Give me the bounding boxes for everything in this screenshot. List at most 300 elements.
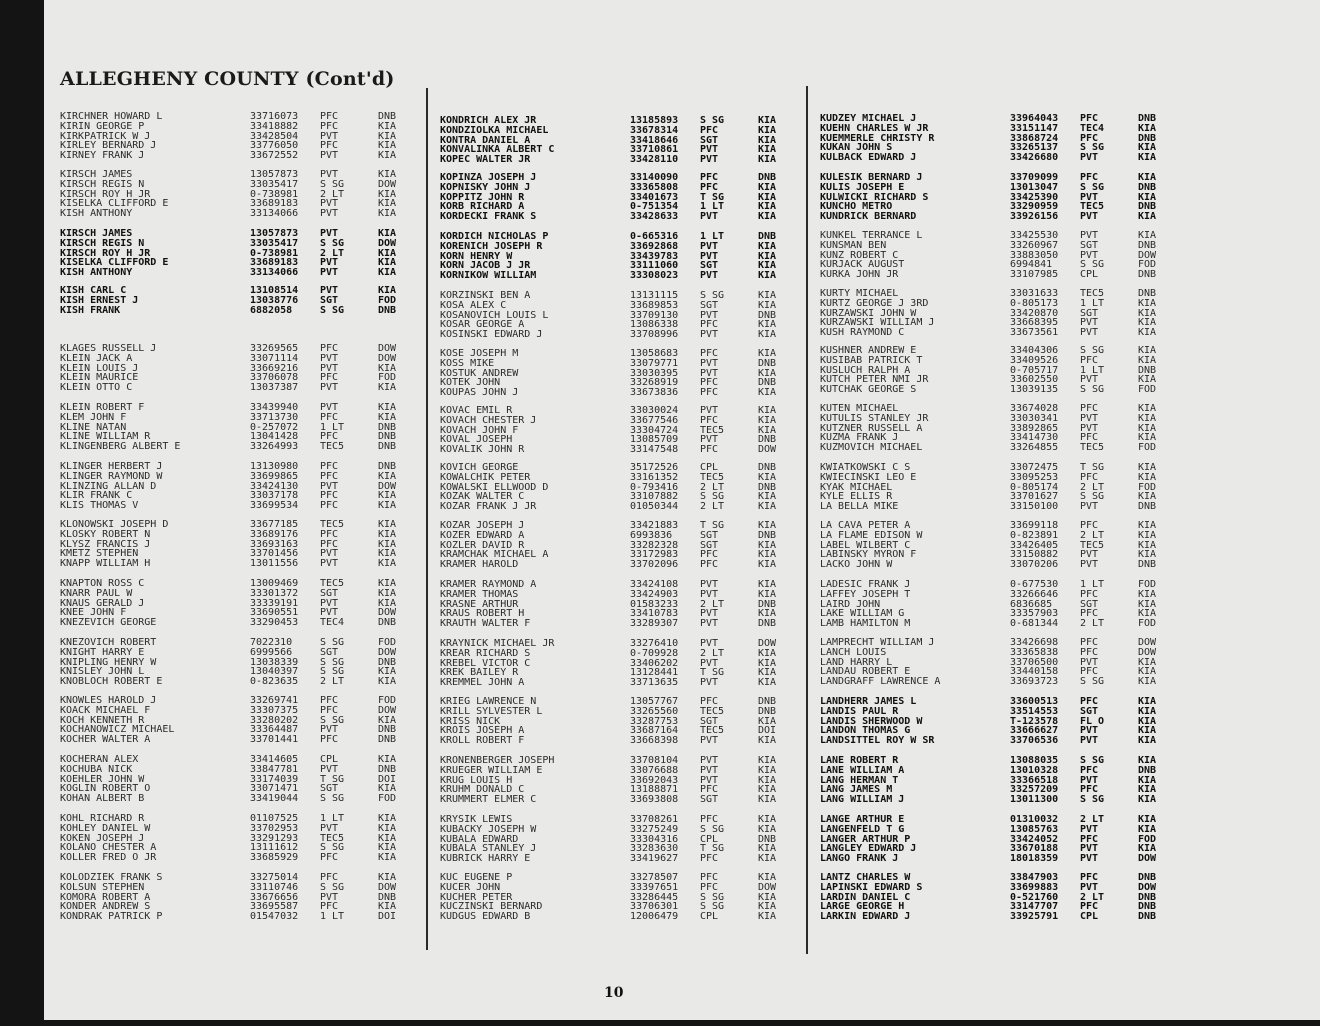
casualty-status: DNB (758, 231, 777, 242)
soldier-name: KOSANOVICH LOUIS L (440, 309, 549, 321)
serial-number: 33307375 (250, 704, 299, 716)
rank: PVT (320, 150, 339, 162)
rank: PVT (700, 250, 719, 262)
soldier-name: KIRNEY FRANK J (60, 150, 145, 162)
rank: 2 LT (320, 676, 345, 688)
rank: T SG (320, 773, 345, 785)
rank: 1 LT (1080, 579, 1105, 590)
serial-number: 33925791 (1010, 911, 1059, 923)
casualty-status: KIA (378, 528, 397, 540)
soldier-name: KIRKPATRICK W J (60, 130, 151, 142)
rank: PFC (320, 470, 339, 482)
serial-number: 33425530 (1010, 230, 1059, 241)
serial-number: 13131115 (630, 290, 679, 301)
casualty-status: KIA (758, 715, 777, 727)
casualty-status: KIA (378, 558, 397, 570)
casualty-status: DNB (378, 421, 397, 433)
rank: S SG (1080, 676, 1105, 688)
serial-number: 13130980 (250, 461, 299, 472)
rank: PVT (320, 198, 339, 210)
rank: PVT (700, 154, 719, 166)
rank: PFC (700, 377, 719, 389)
rank: PVT (1080, 656, 1099, 668)
casualty-status: KIA (378, 822, 397, 834)
serial-number: 33269565 (250, 343, 299, 354)
serial-number: 33282328 (630, 539, 679, 551)
serial-number: 33071114 (250, 352, 299, 364)
casualty-status: KIA (758, 539, 777, 551)
soldier-name: KRIEG LAWRENCE N (440, 696, 537, 707)
soldier-name: KOUPAS JOHN J (440, 387, 519, 399)
serial-number: 33304724 (630, 424, 679, 436)
casualty-status: KIA (1138, 539, 1157, 551)
soldier-name: KLINGENBERG ALBERT E (60, 441, 181, 453)
casualty-status: KIA (758, 843, 777, 855)
soldier-name: KIRCHNER HOWARD L (60, 111, 163, 122)
serial-number: 33308023 (630, 270, 679, 282)
soldier-name: KOZAK WALTER C (440, 491, 525, 503)
serial-number: 33421883 (630, 520, 679, 531)
rank: PVT (1080, 559, 1099, 571)
serial-number: 33070206 (1010, 559, 1059, 571)
soldier-name: KOSAR GEORGE A (440, 319, 525, 331)
rank: PFC (320, 411, 339, 423)
serial-number: 13009469 (250, 578, 299, 589)
serial-number: 33364487 (250, 724, 299, 736)
rank: PVT (320, 607, 339, 619)
casualty-status: KIA (378, 188, 397, 200)
serial-number: 33111060 (630, 260, 679, 272)
rank: 2 LT (320, 188, 345, 200)
serial-number: 33286445 (630, 891, 679, 903)
soldier-name: KUCZINSKI BERNARD (440, 901, 543, 913)
soldier-name: KOVALIK JOHN R (440, 444, 525, 456)
serial-number: 33150882 (1010, 549, 1059, 561)
rank: PVT (700, 735, 719, 747)
serial-number: 33071471 (250, 783, 299, 795)
casualty-status: KIA (758, 647, 777, 659)
rank: T SG (1080, 462, 1105, 473)
casualty-status: DOW (758, 444, 777, 456)
serial-number: 33095253 (1010, 471, 1059, 483)
serial-number: 33107882 (630, 491, 679, 503)
rank: PVT (700, 657, 719, 669)
soldier-name: KOACK MICHAEL F (60, 704, 151, 716)
casualty-status: DOW (378, 704, 397, 716)
serial-number: 13057873 (250, 228, 299, 239)
serial-number: 33287753 (630, 715, 679, 727)
casualty-status: KIA (758, 853, 777, 865)
casualty-status: KIA (1138, 676, 1157, 688)
serial-number: 33699865 (250, 470, 299, 482)
rank: 2 LT (1080, 529, 1105, 541)
rank: SGT (1080, 239, 1099, 251)
casualty-status: DNB (378, 431, 397, 443)
rank: 2 LT (1080, 814, 1105, 825)
serial-number: 33076688 (630, 764, 679, 776)
casualty-status: KIA (758, 501, 777, 513)
serial-number: 33706500 (1010, 656, 1059, 668)
serial-number: 33690551 (250, 607, 299, 619)
casualty-status: KIA (758, 559, 777, 571)
rank: 2 LT (700, 481, 725, 493)
soldier-name: KIRLEY BERNARD J (60, 140, 157, 152)
casualty-status: KIA (1138, 843, 1157, 855)
rank: TEC4 (320, 617, 345, 629)
rank: PFC (700, 696, 719, 707)
rank: 2 LT (700, 501, 725, 513)
soldier-name: KOSA ALEX C (440, 299, 507, 311)
column-divider (806, 86, 808, 954)
soldier-name: KUTZNER RUSSELL A (820, 422, 923, 434)
soldier-name: KUZMOVICH MICHAEL (820, 442, 923, 454)
rank: PFC (1080, 901, 1099, 913)
casualty-status: KIA (758, 667, 777, 679)
casualty-status: DNB (758, 598, 777, 610)
casualty-status: KIA (1138, 598, 1157, 610)
serial-number: 33147707 (1010, 901, 1059, 913)
casualty-status: KIA (1138, 354, 1157, 366)
rank: PVT (700, 755, 719, 766)
casualty-status: DOW (1138, 646, 1157, 658)
serial-number: 13041428 (250, 431, 299, 443)
rank: SGT (1080, 307, 1099, 319)
rank: S SG (1080, 142, 1105, 154)
rank: PFC (320, 343, 339, 354)
soldier-name: KORDECKI FRANK S (440, 211, 537, 223)
serial-number: 33883050 (1010, 249, 1059, 261)
soldier-name: KOLODZIEK FRANK S (60, 872, 163, 883)
rank: PVT (1080, 881, 1099, 893)
soldier-name: KRONENBERGER JOSEPH (440, 755, 555, 766)
soldier-name: KRUEGER WILLIAM E (440, 764, 543, 776)
soldier-name: LANDIS PAUL R (820, 705, 899, 717)
casualty-status: KIA (378, 872, 397, 883)
rank: PFC (320, 461, 339, 472)
serial-number: 33926156 (1010, 211, 1059, 223)
serial-number: 6999566 (250, 646, 293, 658)
casualty-status: KIA (1138, 152, 1157, 164)
serial-number: 33030024 (630, 405, 679, 416)
casualty-status: DOW (378, 646, 397, 658)
casualty-status: FOD (1138, 579, 1157, 590)
serial-number: 0-823635 (250, 676, 299, 688)
soldier-name: LABEL WILBERT C (820, 539, 911, 551)
serial-number: 33280202 (250, 714, 299, 726)
soldier-name: KOWALCHIK PETER (440, 471, 531, 483)
serial-number: 33689176 (250, 528, 299, 540)
rank: PVT (1080, 374, 1099, 386)
serial-number: 33713635 (630, 677, 679, 689)
serial-number: 33174039 (250, 773, 299, 785)
soldier-name: KREBEL VICTOR C (440, 657, 531, 669)
rank: PVT (1080, 327, 1099, 339)
rank: PVT (700, 211, 719, 223)
serial-number: 0-738981 (250, 188, 299, 200)
serial-number: 13011300 (1010, 794, 1059, 806)
casualty-status: KIA (378, 411, 397, 423)
casualty-status: DNB (378, 763, 397, 775)
soldier-name: KNEZOVICH ROBERT (60, 637, 157, 648)
rank: PVT (700, 618, 719, 630)
soldier-name: LANGENFELD T G (820, 823, 905, 835)
serial-number: 33357903 (1010, 608, 1059, 620)
soldier-name: LAIRD JOHN (820, 598, 881, 610)
casualty-status: KIA (378, 813, 397, 824)
casualty-status: KIA (378, 490, 397, 502)
serial-number: 12006479 (630, 911, 679, 923)
casualty-status: KIA (758, 588, 777, 600)
rank: TEC5 (320, 441, 345, 453)
soldier-name: KRAMER THOMAS (440, 588, 519, 600)
soldier-name: KUNZ ROBERT C (820, 249, 899, 261)
casualty-status: KIA (758, 911, 777, 923)
casualty-status: DNB (378, 656, 397, 668)
casualty-status: KIA (1138, 317, 1157, 329)
soldier-name: KRAUTH WALTER F (440, 618, 531, 630)
rank: SGT (700, 794, 719, 806)
rank: SGT (700, 134, 719, 146)
rank: PFC (700, 319, 719, 331)
casualty-status: DNB (378, 441, 397, 453)
serial-number: 13086338 (630, 319, 679, 331)
soldier-name: LANDON THOMAS G (820, 725, 911, 737)
soldier-name: KUNDRICK BERNARD (820, 211, 917, 223)
soldier-name: KLINZING ALLAN D (60, 480, 157, 492)
rank: SGT (1080, 705, 1099, 717)
casualty-status: DOW (378, 237, 397, 249)
soldier-name: KLIR FRANK C (60, 490, 133, 502)
casualty-status: FOD (1138, 833, 1157, 845)
rank: PVT (700, 774, 719, 786)
casualty-status: KIA (758, 735, 777, 747)
soldier-name: KROIS JOSEPH A (440, 725, 525, 737)
soldier-name: KOGLIN ROBERT O (60, 783, 151, 795)
rank: PVT (1080, 774, 1099, 786)
serial-number: 33037178 (250, 490, 299, 502)
soldier-name: KORN HENRY W (440, 250, 513, 262)
serial-number: 33265137 (1010, 142, 1059, 154)
casualty-status: KIA (758, 124, 777, 136)
soldier-name: KNIGHT HARRY E (60, 646, 145, 658)
rank: PFC (700, 872, 719, 883)
rank: PFC (1080, 520, 1099, 531)
serial-number: 0-751354 (630, 201, 679, 213)
serial-number: 33365808 (630, 181, 679, 193)
rank: TEC5 (700, 705, 725, 717)
rank: PFC (320, 695, 339, 706)
casualty-status: DOW (1138, 637, 1157, 648)
casualty-status: KIA (1138, 191, 1157, 203)
rank: T SG (700, 520, 725, 531)
soldier-name: KOZAR FRANK J JR (440, 501, 537, 513)
casualty-status: KIA (1138, 520, 1157, 531)
serial-number: 33708104 (630, 755, 679, 766)
serial-number: 33366518 (1010, 774, 1059, 786)
rank: S SG (320, 656, 345, 668)
soldier-name: KMETZ STEPHEN (60, 548, 139, 560)
soldier-name: KRILL SYLVESTER L (440, 705, 543, 717)
soldier-name: KOCHUBA NICK (60, 763, 133, 775)
casualty-status: KIA (378, 402, 397, 413)
serial-number: 33257209 (1010, 784, 1059, 796)
soldier-name: LANGE ARTHUR E (820, 814, 905, 825)
soldier-name: KOHLEY DANIEL W (60, 822, 151, 834)
casualty-status: KIA (758, 491, 777, 503)
soldier-name: LARDIN DANIEL C (820, 891, 911, 903)
serial-number: 01107525 (250, 813, 299, 824)
soldier-name: LANG JAMES M (820, 784, 893, 796)
soldier-name: KRUG LOUIS H (440, 774, 513, 786)
casualty-status: KIA (1138, 588, 1157, 600)
serial-number: 33673561 (1010, 327, 1059, 339)
casualty-status: DNB (1138, 559, 1157, 571)
serial-number: 33701441 (250, 734, 299, 746)
casualty-status: KIA (378, 285, 397, 296)
rank: PFC (320, 372, 339, 384)
soldier-name: KUCER JOHN (440, 881, 501, 893)
rank: 2 LT (1080, 891, 1105, 903)
casualty-status: DNB (378, 111, 397, 122)
soldier-name: KOMORA ROBERT A (60, 891, 151, 903)
serial-number: 33107985 (1010, 269, 1059, 281)
soldier-name: KNOBLOCH ROBERT E (60, 676, 163, 688)
rank: TEC5 (320, 578, 345, 589)
casualty-status: KIA (758, 299, 777, 311)
casualty-status: KIA (758, 115, 777, 126)
serial-number: 33776050 (250, 140, 299, 152)
casualty-status: KIA (378, 538, 397, 550)
rank: S SG (320, 881, 345, 893)
soldier-name: KLEM JOHN F (60, 411, 127, 423)
soldier-name: KNAPTON ROSS C (60, 578, 145, 589)
rank: S SG (1080, 755, 1105, 766)
serial-number: 0-805173 (1010, 297, 1059, 309)
soldier-name: KOVACH JOHN F (440, 424, 519, 436)
serial-number: 33708261 (630, 814, 679, 825)
soldier-name: KISH CARL C (60, 285, 127, 296)
rank: TEC5 (1080, 201, 1105, 213)
serial-number: 13085763 (1010, 823, 1059, 835)
serial-number: 33150100 (1010, 501, 1059, 513)
rank: PVT (320, 763, 339, 775)
serial-number: 33701456 (250, 548, 299, 560)
casualty-status: KIA (758, 319, 777, 331)
rank: PFC (700, 814, 719, 825)
soldier-name: LAPINSKI EDWARD S (820, 881, 923, 893)
rank: PFC (1080, 608, 1099, 620)
soldier-name: KIRIN GEORGE P (60, 120, 145, 132)
soldier-name: KLEIN ROBERT F (60, 402, 145, 413)
soldier-name: KOCH KENNETH R (60, 714, 145, 726)
soldier-name: KLOSKY ROBERT N (60, 528, 151, 540)
serial-number: 33425390 (1010, 191, 1059, 203)
soldier-name: KISH ANTHONY (60, 208, 133, 220)
serial-number: 0-521760 (1010, 891, 1059, 903)
serial-number: 33140090 (630, 172, 679, 183)
serial-number: 33110746 (250, 881, 299, 893)
rank: S SG (320, 178, 345, 190)
casualty-status: DNB (1138, 364, 1157, 376)
serial-number: 13057767 (630, 696, 679, 707)
rank: PFC (700, 172, 719, 183)
soldier-name: KUDGUS EDWARD B (440, 911, 531, 923)
casualty-status: DOW (1138, 853, 1157, 865)
serial-number: 13128441 (630, 667, 679, 679)
casualty-status: KIA (758, 181, 777, 193)
serial-number: 33151147 (1010, 122, 1059, 134)
soldier-name: KWIATKOWSKI C S (820, 462, 911, 473)
serial-number: 13040397 (250, 666, 299, 678)
rank: PVT (320, 352, 339, 364)
rank: PVT (700, 367, 719, 379)
casualty-status: KIA (758, 755, 777, 766)
rank: S SG (1080, 384, 1105, 396)
serial-number: 01050344 (630, 501, 679, 513)
casualty-status: KIA (1138, 794, 1157, 806)
casualty-status: KIA (758, 608, 777, 620)
serial-number: 33420870 (1010, 307, 1059, 319)
casualty-status: KIA (378, 228, 397, 239)
rank: S SG (700, 901, 725, 913)
soldier-name: KOVICH GEORGE (440, 462, 519, 473)
casualty-status: DOW (1138, 881, 1157, 893)
casualty-status: KIA (378, 208, 397, 220)
rank: TEC5 (700, 424, 725, 436)
serial-number: 13085709 (630, 434, 679, 446)
rank: 1 LT (1080, 364, 1105, 376)
soldier-name: KOPEC WALTER JR (440, 154, 531, 166)
soldier-name: KRUMMERT ELMER C (440, 794, 537, 806)
soldier-name: LABINSKY MYRON F (820, 549, 917, 561)
column-divider (426, 88, 428, 950)
serial-number: 33365838 (1010, 646, 1059, 658)
soldier-name: KOZAR JOSEPH J (440, 520, 525, 531)
casualty-status: KIA (1138, 374, 1157, 386)
serial-number: 33031633 (1010, 288, 1059, 299)
soldier-name: KULIS JOSEPH E (820, 181, 905, 193)
rank: T SG (700, 191, 725, 203)
serial-number: 33706536 (1010, 735, 1059, 747)
soldier-name: KURZAWSKI JOHN W (820, 307, 917, 319)
rank: PFC (1080, 471, 1099, 483)
rank: PFC (1080, 432, 1099, 444)
soldier-name: KNIPLING HENRY W (60, 656, 157, 668)
casualty-status: DNB (758, 172, 777, 183)
rank: PVT (700, 270, 719, 282)
casualty-status: DNB (758, 618, 777, 630)
serial-number: 33672552 (250, 150, 299, 162)
rank: PVT (320, 208, 339, 220)
serial-number: T-123578 (1010, 715, 1059, 727)
rank: PVT (320, 558, 339, 570)
serial-number: 35172526 (630, 462, 679, 473)
casualty-status: DNB (1138, 181, 1157, 193)
rank: PVT (1080, 725, 1099, 737)
serial-number: 33689183 (250, 198, 299, 210)
casualty-status: KIA (758, 387, 777, 399)
rank: PVT (320, 130, 339, 142)
rank: PFC (1080, 403, 1099, 414)
soldier-name: KONTRA DANIEL A (440, 134, 531, 146)
rank: S SG (320, 237, 345, 249)
rank: PFC (1080, 132, 1099, 144)
casualty-status: KIA (378, 597, 397, 609)
serial-number: 33276410 (630, 638, 679, 649)
soldier-name: LANDSITTEL ROY W SR (820, 735, 935, 747)
soldier-name: KUTULIS STANLEY JR (820, 412, 929, 424)
serial-number: 13010328 (1010, 764, 1059, 776)
